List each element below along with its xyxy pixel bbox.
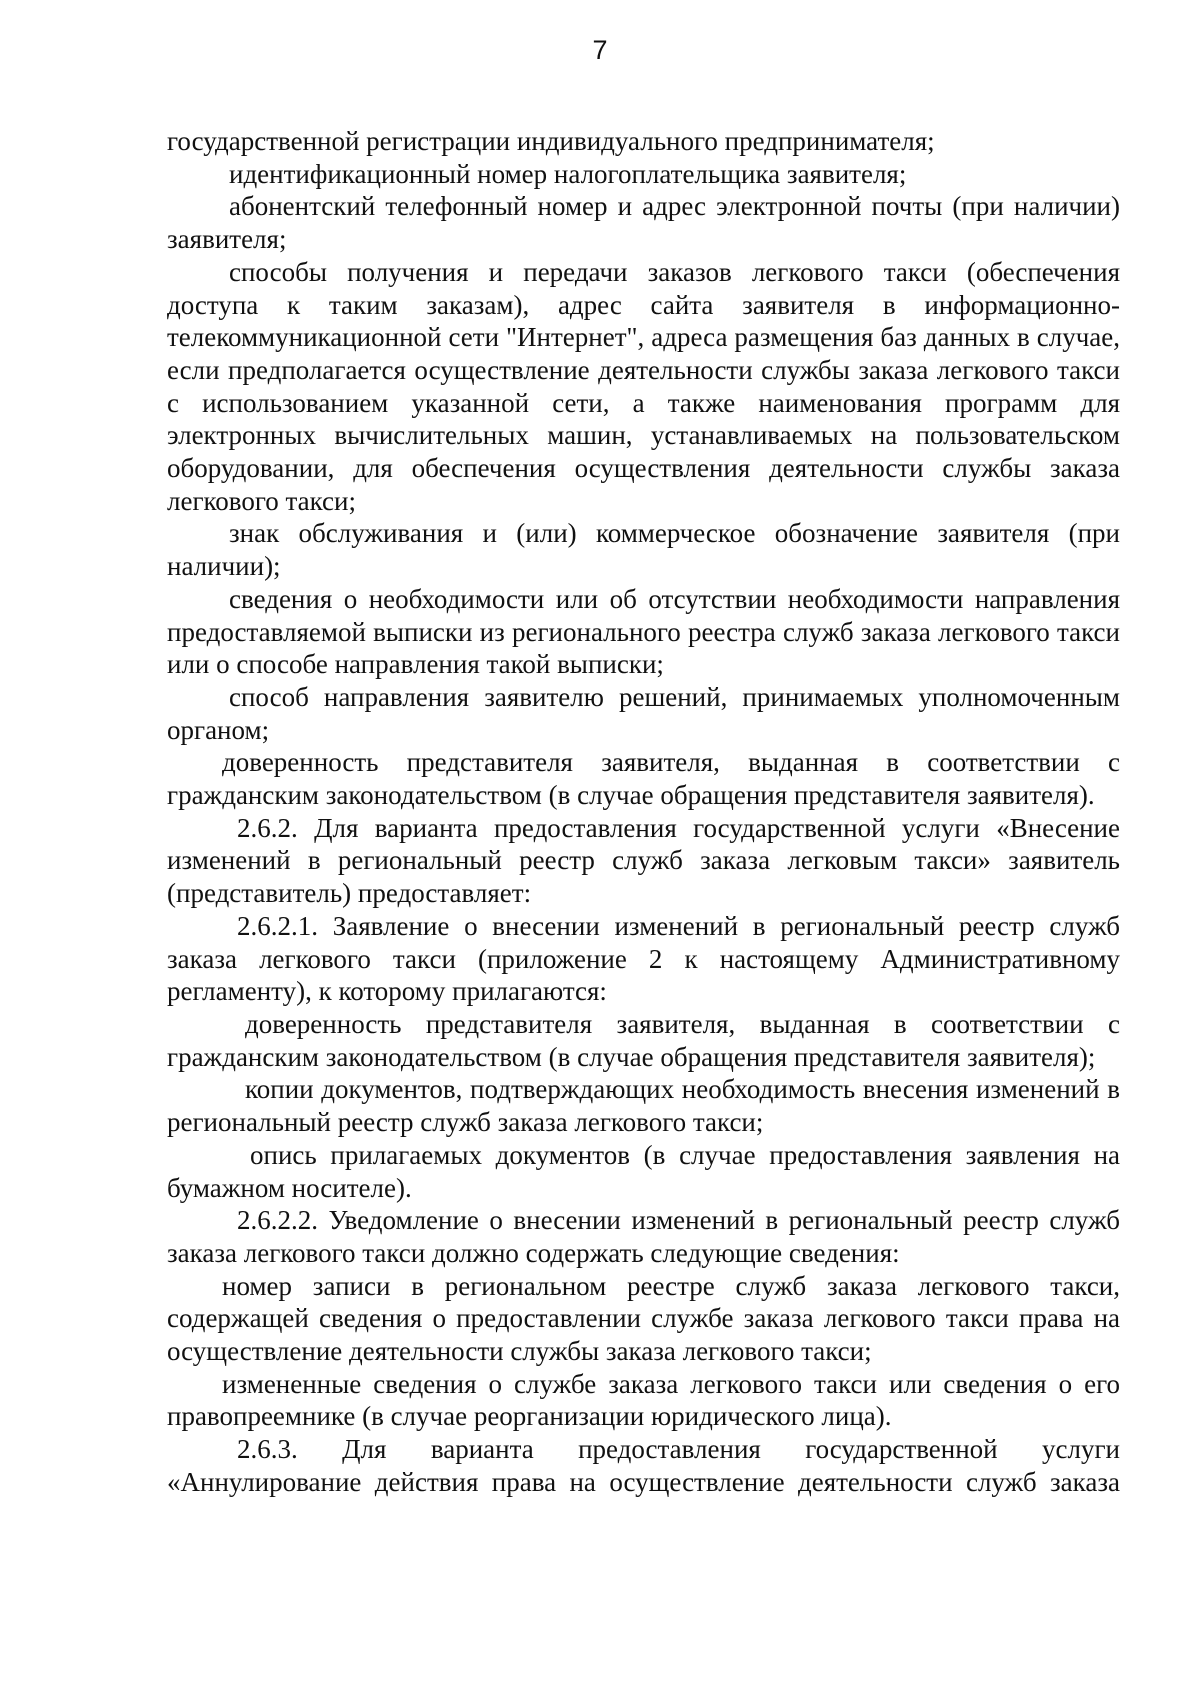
paragraph: номер записи в региональном реестре служб заказа легкового такси, содержащей сведения о предоставлении службе заказа легкового такси права на осуществление деятельности службы заказа легкового такси;: [167, 1270, 1120, 1367]
paragraph: копии документов, подтверждающих необходимость внесения изменений в региональный реестр служб заказа легкового такси;: [167, 1074, 1120, 1138]
paragraph: доверенность представителя заявителя, выданная в соответствии с гражданским законодательством (в случае обращения представителя заявителя);: [167, 1008, 1120, 1072]
paragraph: опись прилагаемых документов (в случае предоставления заявления на бумажном носителе).: [167, 1139, 1120, 1203]
paragraph: измененные сведения о службе заказа легкового такси или сведения о его правопреемнике (в случае реорганизации юридического лица).: [167, 1368, 1120, 1432]
paragraph: способ направления заявителю решений, принимаемых уполномоченным органом;: [167, 681, 1120, 745]
paragraph: идентификационный номер налогоплательщика заявителя;: [229, 158, 907, 189]
page-number: 7: [592, 35, 608, 65]
paragraph: 2.6.2.2. Уведомление о внесении изменений в региональный реестр служб заказа легкового такси должно содержать следующие сведения:: [167, 1205, 1120, 1268]
paragraph: знак обслуживания и (или) коммерческое обозначение заявителя (при наличии);: [167, 518, 1120, 582]
paragraph: государственной регистрации индивидуального предпринимателя;: [167, 126, 935, 156]
paragraph: сведения о необходимости или об отсутствии необходимости направления предоставляемой выписки из регионального реестра служб заказа легкового такси или о способе направления такой выписки;: [167, 583, 1120, 680]
paragraph: 2.6.3. Для варианта предоставления государственной услуги «Аннулирование действия права на осуществление деятельности служб заказа: [167, 1434, 1120, 1497]
paragraph: доверенность представителя заявителя, выданная в соответствии с гражданским законодательством (в случае обращения представителя заявителя).: [167, 747, 1120, 811]
paragraph: способы получения и передачи заказов легкового такси (обеспечения доступа к таким заказам), адрес сайта заявителя в информационно-телекоммуникационной сети "Интернет", адреса размещения баз данных в случае, если предполагается осуществление деятельности службы заказа легкового такси с использованием указанной сети, а также наименования программ для электронных вычислительных машин, устанавливаемых на пользовательском оборудовании, для обеспечения осуществления деятельности службы заказа легкового такси;: [167, 256, 1120, 516]
paragraph: 2.6.2. Для варианта предоставления государственной услуги «Внесение изменений в региональный реестр служб заказа легковым такси» заявитель (представитель) предоставляет:: [167, 812, 1120, 909]
paragraph: 2.6.2.1. Заявление о внесении изменений в региональный реестр служб заказа легкового такси (приложение 2 к настоящему Административному регламенту), к которому прилагаются:: [167, 910, 1120, 1007]
document-body: [167, 125, 1120, 1499]
paragraph: абонентский телефонный номер и адрес электронной почты (при наличии) заявителя;: [167, 191, 1120, 255]
